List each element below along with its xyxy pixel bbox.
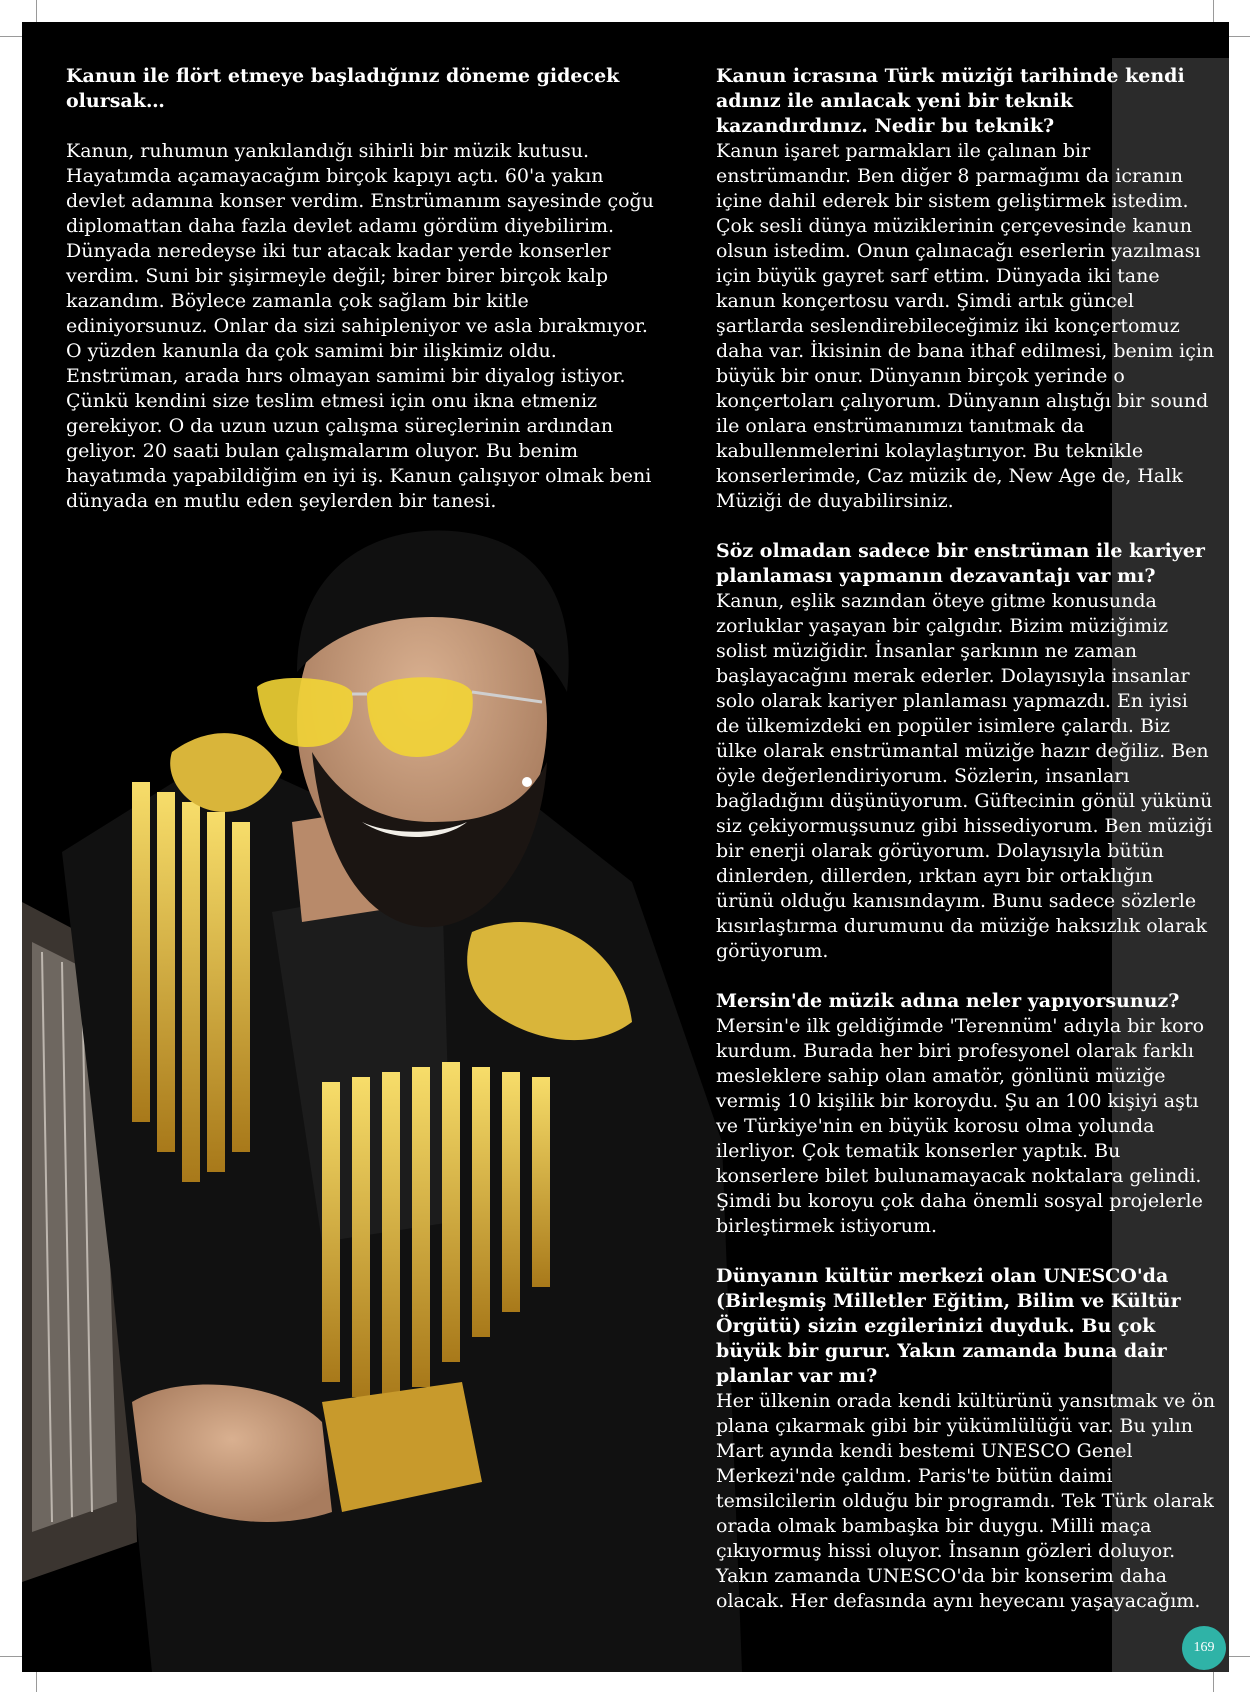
question-heading: Kanun ile flört etmeye başladığınız döneme gidecek olursak…	[66, 65, 620, 112]
portrait-photo	[22, 522, 782, 1672]
crop-mark	[1213, 1672, 1214, 1692]
crop-mark	[0, 1656, 22, 1657]
crop-mark	[1229, 1656, 1250, 1657]
crop-mark	[1229, 36, 1250, 37]
question-heading: Dünyanın kültür merkezi olan UNESCO'da (Birleşmiş Milletler Eğitim, Bilim ve Kültür Örgütü) sizin ezgilerinizi duyduk. Bu çok büyük bir gurur. Yakın zamanda buna dair planlar var mı?	[716, 1265, 1181, 1387]
answer-text: Kanun, eşlik sazından öteye gitme konusunda zorluklar yaşayan bir çalgıdır. Bizim müziğimiz solist müziğidir. İnsanlar şarkının ne zaman başlayacağını merak ederler. Dolayısıyla insanlar solo olarak kariyer planlaması yapmazdı. En iyisi de ülkemizdeki en popüler isimlere çalardı. Biz ülke olarak enstrümantal müziğe hazır değiliz. Ben öyle değerlendiriyorum. Sözlerin, insanları bağladığını düşünüyorum. Güftecinin gönül yükünü siz çekiyormuşsunuz gibi hissediyorum. Ben müziği bir enerji olarak görüyorum. Dolayısıyla bütün dinlerden, dillerden, ırktan ayrı bir ortaklığın ürünü olduğu kanısındayım. Bunu sadece sözlerle kısırlaştırma durumunu da müziğe haksızlık olarak görüyorum.	[716, 590, 1213, 962]
crop-mark	[36, 1672, 37, 1692]
answer-text: Kanun işaret parmakları ile çalınan bir enstrümandır. Ben diğer 8 parmağımı da icranın içine dahil ederek bir sistem geliştirmek istedim. Çok sesli dünya müziklerinin çerçevesinde kanun olsun istedim. Onun çalınacağı eserlerin yazılması için büyük gayret sarf ettim. Dünyada iki tane kanun konçertosu vardı. Şimdi artık güncel şartlarda seslendirebileceğimiz iki konçertomuz daha var. İkisinin de bana ithaf edilmesi, benim için büyük bir onur. Dünyanın birçok yerinde o konçertoları çalıyorum. Dünyanın alıştığı bir sound ile onlara enstrümanımızı tanıtmak da kabullenmelerini kolaylaştırıyor. Bu teknikle konserlerimde, Caz müzik de, New Age de, Halk Müziği de duyabilirsiniz.	[716, 140, 1215, 512]
gold-fringe-left	[132, 782, 250, 1182]
left-column	[66, 64, 656, 514]
right-column	[716, 64, 1216, 1614]
answer-text: Her ülkenin orada kendi kültürünü yansıtmak ve ön plana çıkarmak gibi bir yükümlülüğü var. Bu yılın Mart ayında kendi bestemi UNESCO Genel Merkezi'nde çaldım. Paris'te bütün daimi temsilcilerin olduğu bir programdı. Tek Türk olarak orada olmak bambaşka bir duygu. Milli maça çıkıyormuş hissi oluyor. İnsanın gözleri doluyor. Yakın zamanda UNESCO'da bir konserim daha olacak. Her defasında aynı heyecanı yaşayacağım.	[716, 1390, 1216, 1612]
crop-mark	[0, 36, 22, 37]
question-heading: Söz olmadan sadece bir enstrüman ile kariyer planlaması yapmanın dezavantajı var mı?	[716, 540, 1205, 587]
question-heading: Kanun icrasına Türk müziği tarihinde kendi adınız ile anılacak yeni bir teknik kazandırdınız. Nedir bu teknik?	[716, 65, 1185, 137]
earring	[522, 777, 532, 787]
magazine-page	[22, 22, 1229, 1672]
crop-mark	[1213, 0, 1214, 22]
page-number-badge: 169	[1182, 1626, 1226, 1670]
crop-mark	[36, 0, 37, 22]
answer-text: Kanun, ruhumun yankılandığı sihirli bir müzik kutusu. Hayatımda açamayacağım birçok kapıyı açtı. 60'a yakın devlet adamına konser verdim. Enstrümanım sayesinde çoğu diplomattan daha fazla devlet adamı gördüm diyebilirim. Dünyada neredeyse iki tur atacak kadar yerde konserler verdim. Suni bir şişirmeyle değil; birer birer birçok kalp kazandım. Böylece zamanla çok sağlam bir kitle ediniyorsunuz. Onlar da sizi sahipleniyor ve asla bırakmıyor. O yüzden kanunla da çok samimi bir ilişkimiz oldu. Enstrüman, arada hırs olmayan samimi bir diyalog istiyor. Çünkü kendini size teslim etmesi için onu ikna etmeniz gerekiyor. O da uzun uzun çalışma süreçlerinin ardından geliyor. 20 saati bulan çalışmalarım oluyor. Bu benim hayatımda yapabildiğim en iyi iş. Kanun çalışıyor olmak beni dünyada en mutlu eden şeylerden bir tanesi.	[66, 140, 654, 512]
question-heading: Mersin'de müzik adına neler yapıyorsunuz?	[716, 990, 1180, 1012]
answer-text: Mersin'e ilk geldiğimde 'Terennüm' adıyla bir koro kurdum. Burada her biri profesyonel olarak farklı mesleklere sahip olan amatör, gönlünü müziğe vermiş 10 kişilik bir koroydu. Şu an 100 kişiyi aştı ve Türkiye'nin en büyük korosu olma yolunda ilerliyor. Çok tematik konserler yaptık. Bu konserlere bilet bulunamayacak noktalara gelindi. Şimdi bu koroyu çok daha önemli sosyal projelerle birleştirmek istiyorum.	[716, 1015, 1205, 1237]
